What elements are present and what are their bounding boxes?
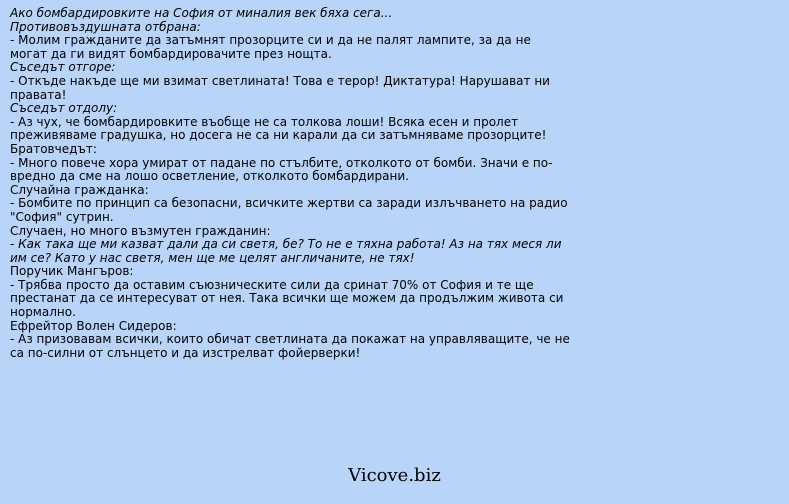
- speaker-label: Съседът отгоре:: [10, 60, 116, 75]
- speaker-label: Поручик Мангъров:: [10, 264, 134, 279]
- speaker-quote: - Аз чух, че бомбардировките въобще не са толкова лоши! Всяка есен и пролет преживяваме градушка, но досега не са ни карали да си затъмняваме прозорците!: [10, 114, 547, 143]
- speaker-quote: - Как така ще ми казват дали да си светя, бе? То не е тяхна работа! Аз на тях меся ли им се? Като у нас светя, мен ще ме целят англичаните, не тях!: [10, 237, 566, 265]
- speaker-label: Случаен, но много възмутен гражданин:: [10, 223, 271, 238]
- speaker-quote: - Трябва просто да оставим съюзническите сили да сринат 70% от София и те ще престанат да се интересуват от нея. Така всички ще можем да продължим живота си нормално.: [10, 277, 568, 320]
- site-watermark: Vicove.biz: [348, 465, 441, 486]
- speaker-label: Случайна гражданка:: [10, 182, 149, 197]
- speaker-quote: - Бомбите по принцип са безопасни, всичките жертви са заради излъчването на радио "София" сутрин.: [10, 196, 572, 224]
- speaker-label: Съседът отдолу:: [10, 101, 118, 116]
- speaker-label: Противовъздушната отбрана:: [10, 19, 201, 34]
- speaker-label: Ефрейтор Волен Сидеров:: [10, 318, 177, 333]
- speaker-quote: - Много повече хора умират от падане по стълбите, отколкото от бомби. Значи е по-вредно да сме на лошо осветление, отколкото бомбардирани.: [10, 155, 553, 184]
- joke-intro: Ако бомбардировките на София от миналия век бяха сега...: [10, 6, 393, 20]
- speaker-label: Братовчедът:: [10, 141, 97, 156]
- speaker-quote: - Аз призовавам всички, които обичат светлината да покажат на управляващите, че не са по-силни от слънцето и да изстрелват фойерверки!: [10, 332, 574, 360]
- speaker-quote: - Молим гражданите да затъмнят прозорците си и да не палят лампите, за да не могат да ги видят бомбардировачите през нощта.: [10, 33, 535, 61]
- speaker-quote: - Откъде накъде ще ми взимат светлината! Това е терор! Диктатура! Нарушават ни правата!: [10, 73, 554, 102]
- joke-text: [10, 6, 574, 360]
